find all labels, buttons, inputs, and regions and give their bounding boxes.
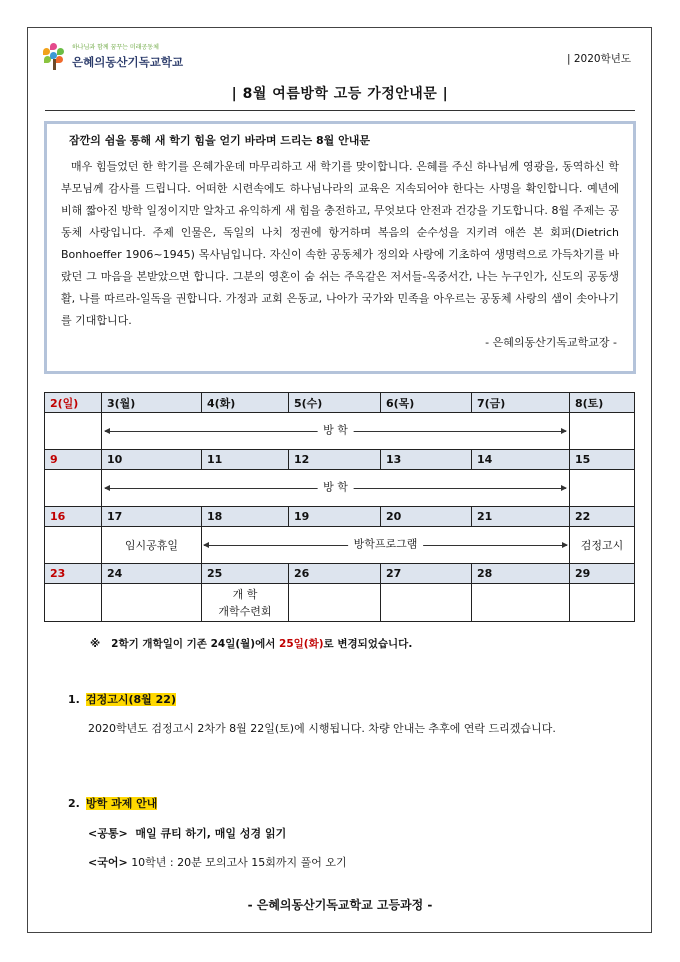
- calendar-event-row: [45, 527, 635, 564]
- subject-label: <공통>: [88, 827, 128, 840]
- event-cell: [45, 413, 102, 450]
- event-cell: [570, 470, 635, 507]
- retreat-label: 개학수련회: [218, 604, 272, 618]
- date-cell: 19: [289, 507, 381, 527]
- date-cell: 22: [570, 507, 635, 527]
- section-title: 검정고시(8월 22): [86, 693, 176, 706]
- section-1-text: 2020학년도 검정고시 2차가 8월 22일(토)에 시행됩니다. 차량 안내는 추후에 연락 드리겠습니다.: [88, 722, 556, 735]
- section-number: 1.: [68, 693, 80, 706]
- date-cell-sun: 16: [45, 507, 102, 527]
- program-span-cell: [202, 527, 570, 564]
- title-divider: [45, 110, 635, 111]
- calendar-event-row: [45, 470, 635, 507]
- notice-body: 매우 힘들었던 한 학기를 은혜가운데 마무리하고 새 학기를 맞이합니다. 은혜를 주신 하나님께 영광을, 동역하신 학부모님께 감사를 드립니다. 어떠한 시련속에도 하나님나라의 교육은 지속되어야 한다는 사명을 확인합니다. 예년에 비해 짧아진 방학 일정이지만 알차고 유익하게 새 힘을 충전하고, 무엇보다 안전과 건강을 기도합니다. 8월 주제는 공동체 사랑입니다. 주제 인물은, 독일의 나치 정권에 항거하며 복음의 순수성을 지키려 애쓴 본 회퍼(Dietrich Bonhoeffer 1906~1945) 목사님입니다. 자신이 속한 공동체가 정의와 사랑에 기초하여 생명력으로 가득차기를 바랐던 그 마음을 본받았으면 합니다. 그분의 영혼이 숨 쉬는 주옥같은 저서들-옥중서간, 나는 누구인가, 신도의 공동생활, 나를 따르라-일독을 권합니다. 가정과 교회 은동교, 나아가 국가와 민족을 아우르는 공동체 사랑의 샘이 솟아나기를 기대합니다.: [61, 160, 619, 327]
- date-cell: 7(금): [472, 393, 570, 413]
- document-footer: - 은혜의동산기독교학교 고등과정 -: [247, 898, 433, 912]
- calendar-note: [90, 636, 412, 651]
- tree-logo-icon: [40, 41, 68, 71]
- event-cell: [45, 584, 102, 622]
- event-cell: [45, 527, 102, 564]
- note-new-date: 25일(화): [279, 638, 324, 650]
- section-title: 방학 과제 안내: [86, 797, 158, 810]
- date-cell: 6(목): [381, 393, 472, 413]
- section-2-line-1: [88, 825, 286, 841]
- subject-task: 10학년 : 20분 모의고사 15회까지 풀어 오기: [131, 856, 347, 869]
- vacation-label: 방 학: [317, 479, 354, 495]
- date-cell: 11: [202, 450, 289, 470]
- event-cell: [289, 584, 381, 622]
- calendar-event-row: [45, 413, 635, 450]
- vacation-label: 방 학: [317, 422, 354, 438]
- calendar-date-row: [45, 507, 635, 527]
- vacation-span-cell: [102, 413, 570, 450]
- date-cell: 20: [381, 507, 472, 527]
- section-1-heading: [68, 691, 176, 707]
- date-cell: 27: [381, 564, 472, 584]
- event-cell: [102, 584, 202, 622]
- date-cell: 18: [202, 507, 289, 527]
- event-cell: [570, 413, 635, 450]
- event-cell: [472, 584, 570, 622]
- school-logo: [40, 41, 183, 71]
- date-cell-sun: 23: [45, 564, 102, 584]
- date-cell: 8(토): [570, 393, 635, 413]
- logo-school-name: 은혜의동산기독교학교: [72, 55, 184, 69]
- vacation-span-cell: [102, 470, 570, 507]
- date-cell: 25: [202, 564, 289, 584]
- date-cell: 14: [472, 450, 570, 470]
- date-cell-sun: 2(일): [45, 393, 102, 413]
- date-cell: 26: [289, 564, 381, 584]
- notice-signature: - 은혜의동산기독교학교장 -: [485, 336, 617, 349]
- date-cell: 5(수): [289, 393, 381, 413]
- date-cell: 24: [102, 564, 202, 584]
- event-cell: [45, 470, 102, 507]
- event-cell: [381, 584, 472, 622]
- date-cell: 13: [381, 450, 472, 470]
- date-cell: 15: [570, 450, 635, 470]
- holiday-cell: 임시공휴일: [102, 527, 202, 564]
- school-year: | 2020학년도: [566, 53, 631, 65]
- date-cell: 21: [472, 507, 570, 527]
- date-cell-sun: 9: [45, 450, 102, 470]
- program-label: 방학프로그램: [348, 536, 424, 552]
- date-cell: 12: [289, 450, 381, 470]
- document-title: | 8월 여름방학 고등 가정안내문 |: [231, 86, 449, 102]
- calendar-date-row: [45, 450, 635, 470]
- school-start-label: 개 학: [232, 587, 258, 601]
- date-cell: 3(월): [102, 393, 202, 413]
- section-2-line-2: [88, 854, 347, 870]
- notice-heading: 잠깐의 쉼을 통해 새 학기 힘을 얻기 바라며 드리는 8월 안내문: [69, 134, 370, 147]
- date-cell: 10: [102, 450, 202, 470]
- event-cell: [570, 584, 635, 622]
- section-number: 2.: [68, 797, 80, 810]
- note-suffix: 로 변경되었습니다.: [323, 638, 413, 650]
- section-2-heading: [68, 795, 157, 811]
- exam-cell: 검정고시: [570, 527, 635, 564]
- principal-notice-box: [44, 121, 636, 374]
- calendar-date-row: [45, 393, 635, 413]
- date-cell: 17: [102, 507, 202, 527]
- date-cell: 4(화): [202, 393, 289, 413]
- note-prefix: ※ 2학기 개학일이 기존 24일(월)에서: [90, 638, 280, 650]
- school-start-cell: [202, 584, 289, 622]
- date-cell: 29: [570, 564, 635, 584]
- logo-slogan: 하나님과 함께 꿈꾸는 미래공동체: [72, 44, 159, 51]
- calendar-date-row: [45, 564, 635, 584]
- subject-task: 매일 큐티 하기, 매일 성경 읽기: [135, 827, 287, 840]
- date-cell: 28: [472, 564, 570, 584]
- calendar-event-row: [45, 584, 635, 622]
- subject-label: <국어>: [88, 856, 128, 869]
- august-calendar: [44, 392, 635, 622]
